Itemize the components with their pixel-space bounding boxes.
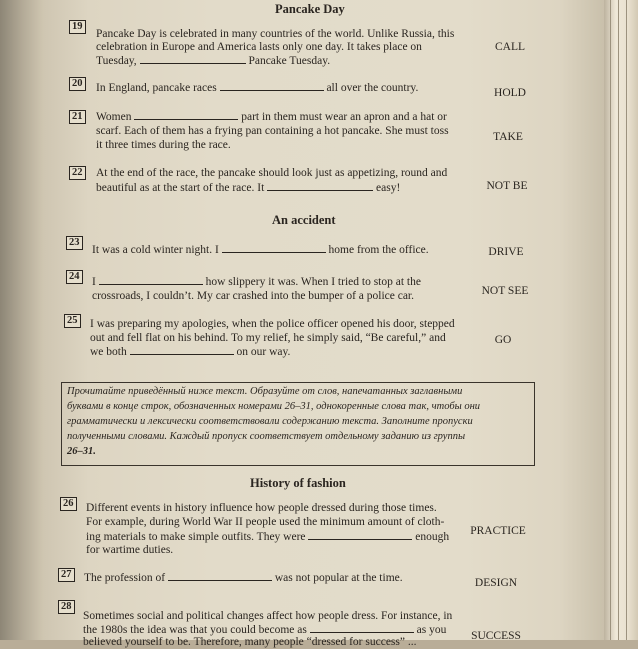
answer-blank[interactable] [222,243,326,253]
answer-blank[interactable] [130,345,234,355]
section-title-fashion: History of fashion [250,476,346,490]
instruction-text: 26–31. [67,446,96,457]
answer-blank[interactable] [134,110,238,120]
task-text: At the end of the race, the pancake should look just as appetizing, round and [96,167,448,179]
task-number: 22 [69,166,86,180]
task-number: 23 [66,236,83,250]
book-gutter [0,0,50,640]
keyword: DESIGN [474,577,518,589]
instruction-text: полученными словами. Каждый пропуск соответствует отдельному заданию из группы [67,431,466,442]
task-text: The profession of was not popular at the time. [84,572,403,584]
task-text: Pancake Day is celebrated in many countries of the world. Unlike Russia, this [96,28,455,40]
keyword: SUCCESS [471,630,521,642]
keyword: NOT BE [486,180,528,192]
section-title-accident: An accident [272,213,336,227]
keyword: PRACTICE [470,525,526,537]
task-number: 27 [58,568,75,582]
task-text: it three times during the race. [96,139,231,151]
task-text: we both on our way. [90,346,291,358]
task-text: It was a cold winter night. I home from the office. [92,244,429,256]
answer-blank[interactable] [310,623,414,633]
task-text: crossroads, I couldn’t. My car crashed into the bumper of a police car. [92,290,414,302]
keyword: NOT SEE [481,285,529,297]
task-number: 28 [58,600,75,614]
task-number: 24 [66,270,83,284]
answer-blank[interactable] [267,181,373,191]
keyword: HOLD [494,87,526,99]
task-text: scarf. Each of them has a frying pan containing a hot pancake. She must toss [96,125,449,137]
task-text: believed yourself to be. Therefore, many people “dressed for success” ... [83,636,417,648]
task-text: I how slippery it was. When I tried to stop at the [92,276,421,288]
task-number: 21 [69,110,86,124]
answer-blank[interactable] [220,81,324,91]
section-title-pancake: Pancake Day [275,2,345,16]
task-number: 19 [69,20,86,34]
task-number: 20 [69,77,86,91]
task-text: Sometimes social and political changes affect how people dress. For instance, in [83,610,453,622]
task-text: celebration in Europe and America lasts only one day. It takes place on [96,41,422,53]
instruction-box [61,382,535,466]
keyword: GO [494,334,512,346]
answer-blank[interactable] [99,275,203,285]
answer-blank[interactable] [168,571,272,581]
task-text: I was preparing my apologies, when the police officer opened his door, stepped [90,318,455,330]
task-text: ing materials to make simple outfits. They were enough [86,531,450,543]
instruction-text: Прочитайте приведённый ниже текст. Образуйте от слов, напечатанных заглавными [67,386,463,397]
task-number: 26 [60,497,77,511]
keyword: TAKE [493,131,523,143]
answer-blank[interactable] [140,54,246,64]
task-text: out and fell flat on his behind. To my relief, he simply said, “Be careful,” and [90,332,446,344]
task-text: Tuesday, Pancake Tuesday. [96,55,331,67]
keyword: DRIVE [488,246,524,258]
task-number: 25 [64,314,81,328]
keyword: CALL [494,41,526,53]
task-text: For example, during World War II people used the minimum amount of cloth- [86,516,445,528]
instruction-text: буквами в конце строк, обозначенных номерами 26–31, однокоренные слова так, чтобы они [67,401,481,412]
task-text: Women part in them must wear an apron and a hat or [96,111,447,123]
task-text: the 1980s the idea was that you could become as as you [83,624,447,636]
task-text: Different events in history influence how people dressed during those times. [86,502,437,514]
task-text: for wartime duties. [86,544,174,556]
instruction-text: грамматически и лексически соответствовали содержанию текста. Заполните пропуски [67,416,473,427]
page-edges [604,0,638,640]
answer-blank[interactable] [308,530,412,540]
task-text: beautiful as at the start of the race. It easy! [96,182,401,194]
task-text: In England, pancake races all over the country. [96,82,419,94]
